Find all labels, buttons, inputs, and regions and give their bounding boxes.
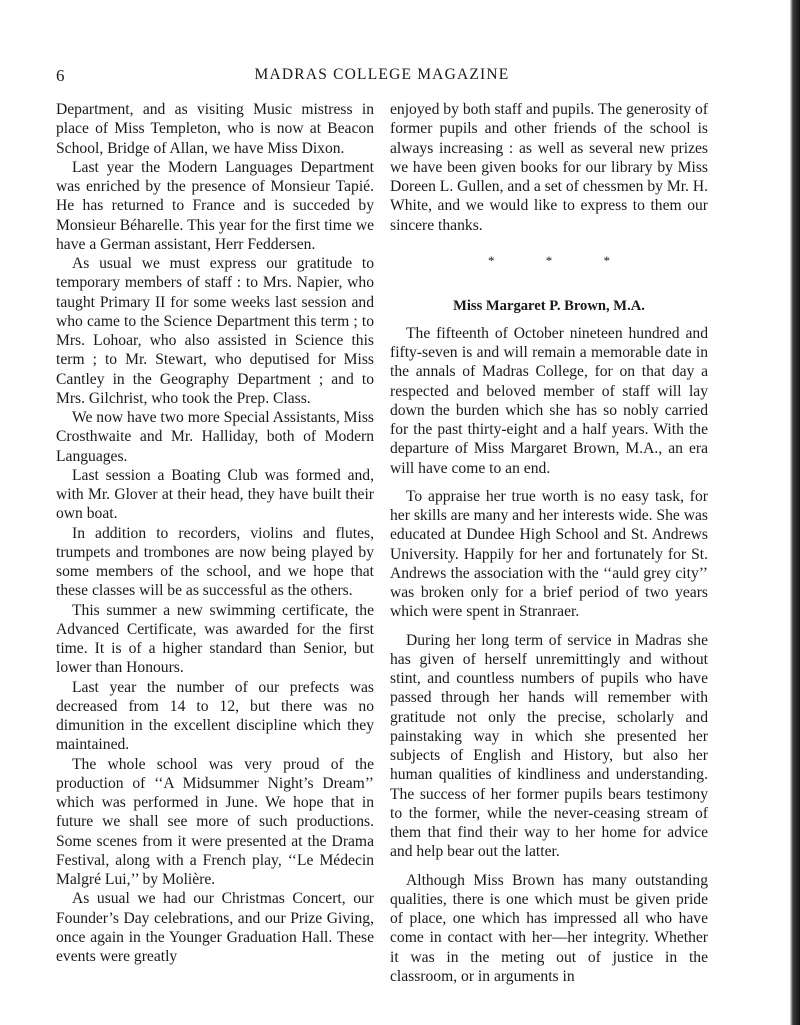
paragraph-events: As usual we had our Christmas Concert, our Founder’s Day celebrations, and our Prize Giving, once again in the Younger Graduation Hall. These events were greatly	[56, 890, 374, 965]
paragraph-education: To appraise her true worth is no easy task, for her skills are many and her interests wide. She was educated at Dundee High School and St. Andrews University. Happily for her and fortunately for St. Andrews the association with the ‘‘auld grey city’’ was broken only for a brief period of two years which were spent in Stranraer.	[390, 487, 708, 621]
paragraph-music-mistress: Department, and as visiting Music mistress in place of Miss Templeton, who is now at Beacon School, Bridge of Allan, we have Miss Dixon.	[56, 101, 374, 157]
paragraph-continuation: enjoyed by both staff and pupils. The generosity of former pupils and other friends of the school is always increasing : as well as several new prizes we have been given books for our library by Miss Doreen L. Gullen, and a set of chessmen by Mr. H. White, and we would like to express to them our sincere thanks.	[390, 101, 708, 234]
running-title: MADRAS COLLEGE MAGAZINE	[254, 66, 510, 83]
paragraph-retirement-date: The fifteenth of October nineteen hundred and fifty-seven is and will remain a memorable date in the annals of Madras College, for on that day a respected and beloved member of staff will lay down the burden which she has so nobly carried for the past thirty-eight and a half years. With the departure of Miss Margaret Brown, M.A., an era will have come to an end.	[390, 324, 708, 477]
section-separator: * * *	[488, 252, 634, 268]
paragraph-boating-club: Last session a Boating Club was formed and, with Mr. Glover at their head, they have built their own boat.	[56, 466, 374, 523]
paragraph-music-classes: In addition to recorders, violins and flutes, trumpets and trombones are now being played by some members of the school, and we hope that these classes will be as successful as the others.	[56, 524, 374, 600]
paragraph-swimming-certificate: This summer a new swimming certificate, the Advanced Certificate, was awarded for the first time. It is of a higher standard than Senior, but lower than Honours.	[56, 601, 374, 677]
paragraph-prefects: Last year the number of our prefects was decreased from 14 to 12, but there was no dimunition in the excellent discipline which they maintained.	[56, 678, 374, 754]
right-column	[390, 100, 708, 986]
paragraph-modern-languages: Last year the Modern Languages Department was enriched by the presence of Monsieur Tapié. He has returned to France and is succeded by Monsieur Béharelle. This year for the first time we have a German assistant, Herr Feddersen.	[56, 158, 374, 253]
page-number: 6	[56, 66, 65, 85]
left-column	[56, 100, 374, 966]
paragraph-temporary-staff: As usual we must express our gratitude to temporary members of staff : to Mrs. Napier, who taught Primary II for some weeks last session and who came to the Science Department this term ; to Mrs. Lohoar, who also assisted in Science this term ; to Mr. Stewart, who deputised for Miss Cantley in the Geography Department ; and to Mrs. Gilchrist, who took the Prep. Class.	[56, 255, 374, 407]
paragraph-drama: The whole school was very proud of the production of ‘‘A Midsummer Night’s Dream’’ which was performed in June. We hope that in future we shall see more of such productions. Some scenes from it were presented at the Drama Festival, along with a French play, ‘‘Le Médecin Malgré Lui,’’ by Molière.	[56, 755, 374, 888]
paragraph-service: During her long term of service in Madras she has given of herself unremittingly and without stint, and countless numbers of pupils who have passed through her hands will remember with gratitude not only the precise, scholarly and painstaking way in which she presented her subjects of English and History, but also her human qualities of kindliness and understanding. The success of her former pupils bears testimony to the former, while the never-ceasing stream of them that find their way to her home for advice and help bear out the latter.	[390, 631, 708, 861]
page-header	[56, 66, 708, 88]
section-heading: Miss Margaret P. Brown, M.A.	[453, 297, 645, 314]
paragraph-integrity: Although Miss Brown has many outstanding qualities, there is one which must be given pride of place, one which has impressed all who have come in contact with her—her integrity. Whether it was in the meting out of justice in the classroom, or in arguments in	[390, 871, 708, 985]
page-edge-shadow	[790, 0, 800, 1025]
paragraph-special-assistants: We now have two more Special Assistants, Miss Crosthwaite and Mr. Halliday, both of Modern Languages.	[56, 409, 374, 465]
